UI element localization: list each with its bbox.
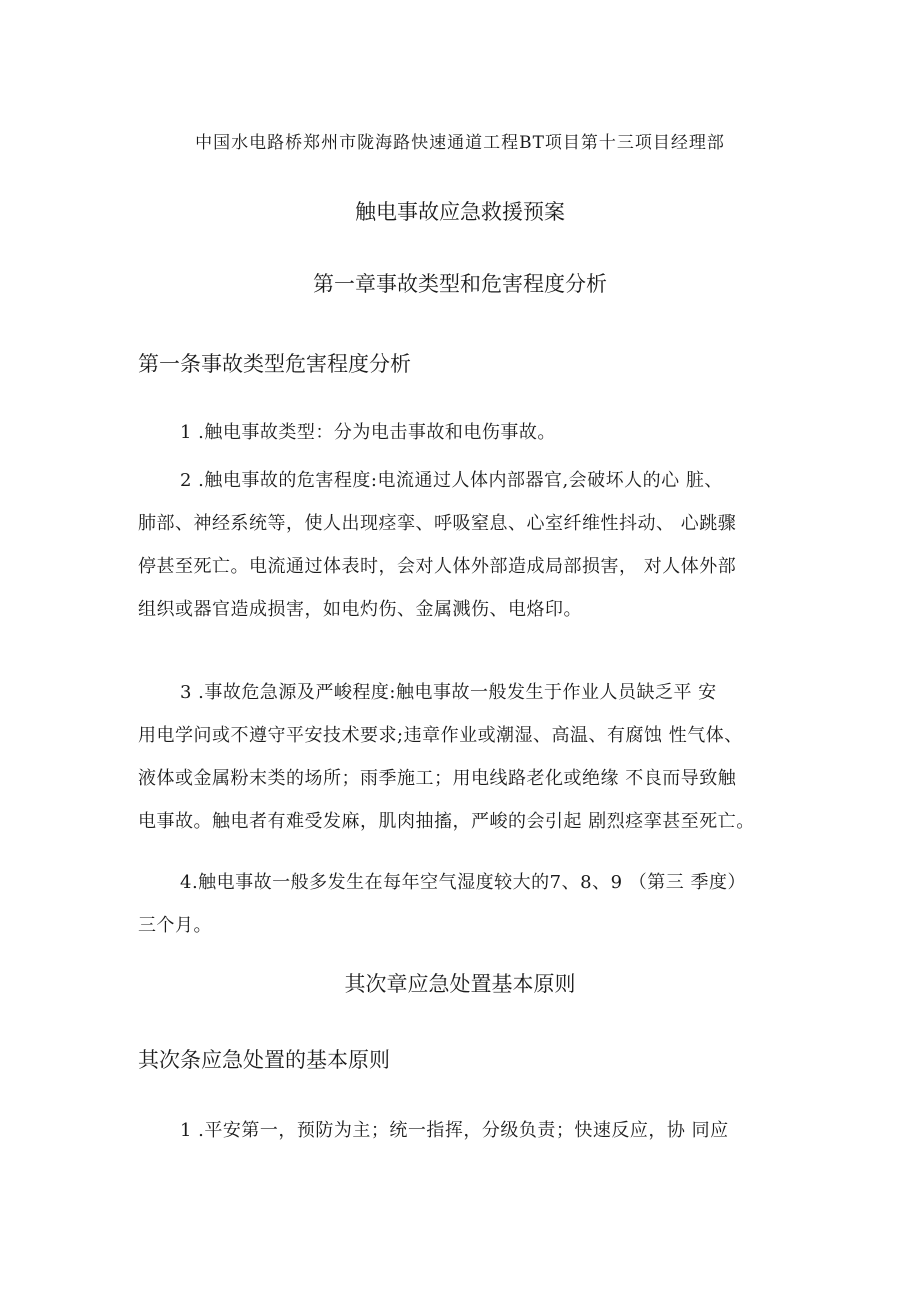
paragraph-line: 4.触电事故一般多发生在每年空气湿度较大的7、8、9 （第三 季度） — [180, 872, 746, 893]
chapter-2-heading: 其次章应急处置基本原则 — [344, 972, 576, 996]
organization-header: 中国水电路桥郑州市陇海路快速通道工程BT项目第十三项目经理部 — [195, 133, 725, 153]
paragraph-line: 液体或金属粉末类的场所；雨季施工；用电线路老化或绝缘 不良而导致触 — [138, 768, 737, 789]
paragraph-line: 三个月。 — [138, 915, 212, 936]
paragraph-line: 2 .触电事故的危害程度:电流通过人体内部器官,会破坏人的心 脏、 — [180, 470, 723, 491]
paragraph-line: 用电学问或不遵守平安技术要求;违章作业或潮湿、高温、有腐蚀 性气体、 — [138, 725, 743, 746]
article-2-heading: 其次条应急处置的基本原则 — [138, 1048, 390, 1072]
paragraph-line: 肺部、神经系统等，使人出现痉挛、呼吸窒息、心室纤维性抖动、 心跳骤 — [138, 513, 737, 534]
paragraph-line: 3 .事故危急源及严峻程度:触电事故一般发生于作业人员缺乏平 安 — [180, 682, 717, 703]
chapter-1-heading: 第一章事故类型和危害程度分析 — [313, 272, 607, 296]
paragraph-line: 1 .平安第一，预防为主；统一指挥，分级负责；快速反应，协 同应 — [180, 1120, 729, 1141]
paragraph-line: 停甚至死亡。电流通过体表时，会对人体外部造成局部损害， 对人体外部 — [138, 556, 737, 577]
paragraph-line: 电事故。触电者有难受发麻，肌肉抽搐，严峻的会引起 剧烈痉挛甚至死亡。 — [138, 811, 755, 832]
paragraph-line: 组织或器官造成损害，如电灼伤、金属溅伤、电烙印。 — [138, 599, 582, 620]
paragraph-line: 1 .触电事故类型：分为电击事故和电伤事故。 — [180, 422, 556, 443]
document-title: 触电事故应急救援预案 — [355, 200, 565, 224]
article-1-heading: 第一条事故类型危害程度分析 — [138, 352, 411, 376]
